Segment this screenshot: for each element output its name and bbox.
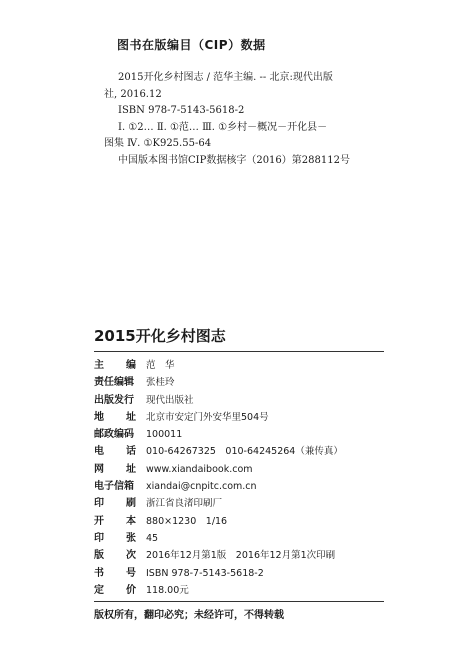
colophon-label-part: 印 [94, 532, 104, 544]
cip-record [104, 70, 366, 169]
colophon-value: 45 [146, 532, 159, 544]
colophon-row [94, 373, 384, 390]
colophon-label-part: 次 [126, 550, 136, 562]
cip-line-classification-cont: 图集 Ⅳ. ①K925.55-64 [104, 138, 212, 149]
colophon-label [94, 564, 146, 579]
colophon-value: 北京市安定门外安华里504号 [146, 411, 269, 423]
divider-top [94, 351, 384, 352]
colophon-label-part: 号 [126, 567, 136, 579]
colophon-label [94, 581, 146, 596]
colophon-value: 现代出版社 [146, 394, 194, 406]
colophon-value: 2016年12月第1版 2016年12月第1次印刷 [146, 550, 336, 562]
colophon-label [94, 391, 146, 406]
colophon-label-part: 址 [126, 411, 136, 423]
colophon-value: 范 华 [146, 360, 175, 371]
colophon-label-part: 电子信箱 [94, 481, 134, 493]
colophon-label-part: 本 [126, 515, 136, 527]
colophon-label-part: 主 [94, 360, 104, 371]
colophon-label-part: 价 [126, 584, 136, 596]
cip-line-cip-number: 中国版本图书馆CIP数据核字（2016）第288112号 [118, 154, 350, 166]
colophon-label [94, 512, 146, 527]
colophon-row [94, 581, 384, 598]
colophon-row [94, 460, 384, 477]
colophon-label-part: 开 [94, 515, 104, 527]
colophon-value: 118.00元 [146, 584, 189, 596]
colophon-row [94, 512, 384, 529]
colophon-value: 100011 [146, 429, 183, 441]
colophon-value: 010-64267325 010-64245264（兼传真） [146, 446, 343, 458]
colophon-label [94, 442, 146, 457]
colophon-label-part: 版 [94, 550, 104, 562]
colophon-label [94, 408, 146, 423]
colophon-value: www.xiandaibook.com [146, 463, 253, 475]
colophon-label [94, 373, 146, 388]
colophon-label [94, 460, 146, 475]
colophon-label-part: 书 [94, 567, 104, 579]
colophon-label-part: 责任编辑 [94, 377, 134, 389]
colophon-label-part: 定 [94, 584, 104, 596]
colophon-label-part: 址 [126, 463, 136, 475]
colophon-label-part: 出版发行 [94, 394, 134, 406]
rights-notice: 版权所有，翻印必究；未经许可，不得转载 [94, 610, 284, 621]
colophon-row [94, 529, 384, 546]
colophon-row [94, 494, 384, 511]
cip-line-publisher: 社, 2016.12 [104, 88, 162, 100]
cip-heading: 图书在版编目（CIP）数据 [117, 38, 266, 52]
colophon-label-part: 话 [126, 446, 136, 458]
colophon-label [94, 356, 146, 371]
colophon-row [94, 442, 384, 459]
colophon-row [94, 546, 384, 563]
colophon-value: 张桂玲 [146, 377, 175, 389]
divider-bottom [94, 601, 384, 602]
colophon-label-part: 印 [94, 498, 104, 510]
colophon-label [94, 477, 146, 492]
colophon-row [94, 564, 384, 581]
colophon-label-part: 邮政编码 [94, 429, 134, 441]
colophon-value: 880×1230 1/16 [146, 515, 228, 527]
cip-line-title: 2015开化乡村图志 / 范华主编. -- 北京:现代出版 [118, 72, 333, 83]
colophon-label-part: 刷 [126, 498, 136, 510]
cip-line-isbn: ISBN 978-7-5143-5618-2 [118, 105, 245, 116]
colophon-label [94, 494, 146, 509]
colophon-label-part: 地 [94, 411, 104, 423]
colophon-label-part: 编 [126, 360, 136, 371]
colophon-label-part: 电 [94, 446, 104, 458]
colophon-label [94, 425, 146, 440]
colophon-row [94, 356, 384, 373]
colophon-row [94, 477, 384, 494]
book-title: 2015开化乡村图志 [94, 327, 226, 345]
colophon-label [94, 529, 146, 544]
colophon-table [94, 356, 384, 598]
colophon-row [94, 425, 384, 442]
colophon-label-part: 网 [94, 463, 104, 475]
colophon-value: ISBN 978-7-5143-5618-2 [146, 567, 264, 579]
colophon-label [94, 546, 146, 561]
colophon-label-part: 张 [126, 532, 136, 544]
colophon-value: xiandai@cnpitc.com.cn [146, 481, 257, 493]
cip-line-classification: Ⅰ. ①2… Ⅱ. ①范… Ⅲ. ①乡村－概况－开化县－ [118, 121, 328, 133]
colophon-value: 浙江省良渚印刷厂 [146, 498, 223, 510]
colophon-row [94, 408, 384, 425]
colophon-row [94, 391, 384, 408]
